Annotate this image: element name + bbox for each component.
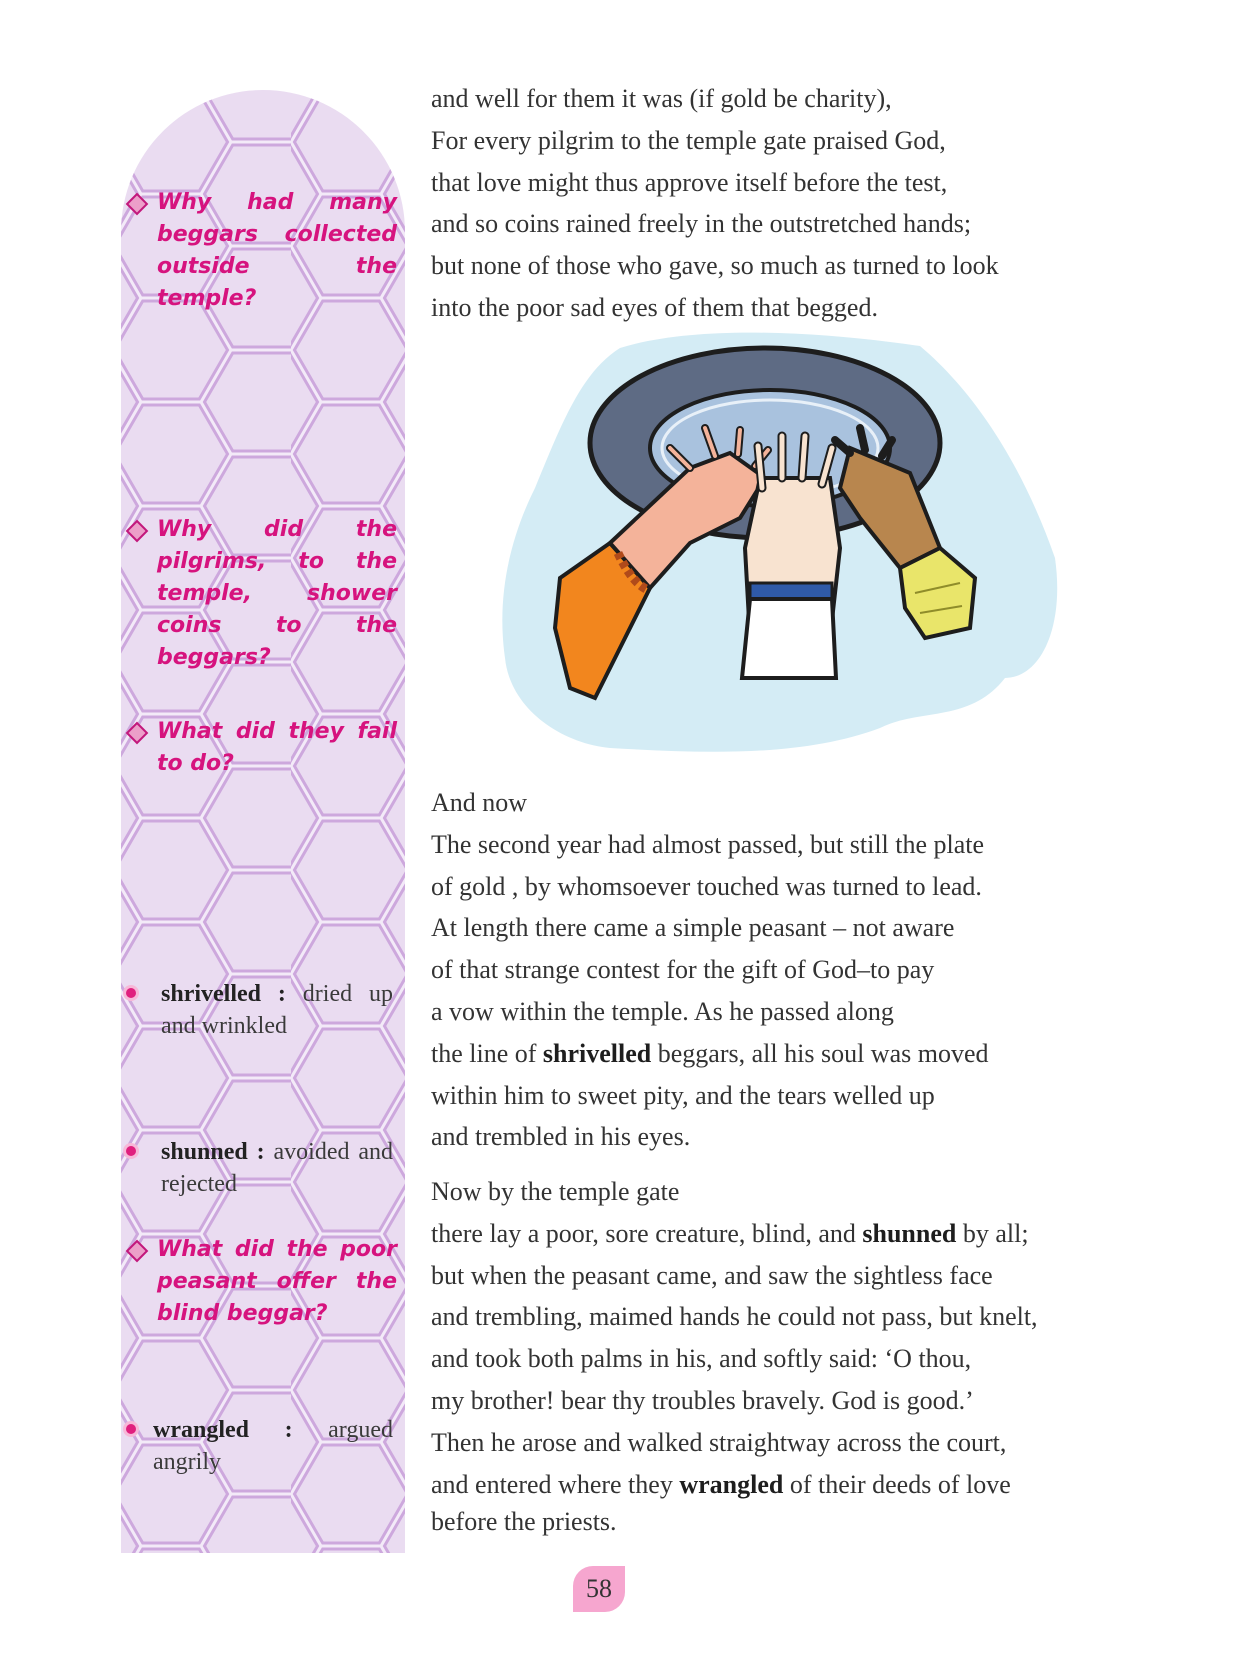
glossary-word: wrangled: [153, 1417, 249, 1443]
poem-line: a vow within the temple. As he passed along: [431, 996, 894, 1026]
glossed-word: shrivelled: [542, 1038, 652, 1068]
circle-bullet-icon: [126, 988, 136, 998]
margin-panel: [121, 90, 405, 1553]
glossary-word: shunned: [161, 1139, 248, 1165]
stanza-3: [431, 1171, 1131, 1539]
poem-line: Now by the temple gate: [431, 1177, 680, 1206]
poem-line: And now: [431, 788, 528, 817]
poem-line: of that strange contest for the gift of God–to pay: [431, 955, 935, 985]
diamond-bullet-icon: [126, 520, 149, 543]
poem-line: and took both palms in his, and softly said: ‘O thou,: [431, 1344, 972, 1374]
question-peasant-offer: What did the poor peasant offer the blind beggar?: [121, 1234, 405, 1330]
poem-line: before the priests.: [431, 1507, 617, 1537]
glossary-meaning: avoided and rejected: [161, 1139, 394, 1197]
question-fail-to-do: What did they fail to do?: [121, 716, 405, 780]
poem-line: At length there came a simple peasant – not aware: [431, 913, 955, 943]
poem-line: and trembled in his eyes.: [431, 1122, 691, 1152]
poem-line: of gold , by whomsoever touched was turned to lead.: [431, 871, 982, 901]
poem-line: my brother! bear thy troubles bravely. God is good.’: [431, 1385, 974, 1415]
glossary-shrivelled: shrivelled : dried up and wrinkled: [121, 978, 405, 1042]
diamond-bullet-icon: [126, 1240, 149, 1263]
glossary-meaning: argued angrily: [153, 1417, 393, 1475]
poem-line: within him to sweet pity, and the tears welled up: [431, 1080, 935, 1110]
stanza-1: [431, 78, 1131, 329]
circle-bullet-icon: [126, 1146, 136, 1156]
glossed-word: wrangled: [679, 1469, 784, 1499]
poem-line: and entered where they wrangled of their deeds of love: [431, 1469, 1011, 1499]
glossary-shunned: shunned : avoided and rejected: [121, 1136, 405, 1200]
poem-line: but when the peasant came, and saw the sightless face: [431, 1260, 993, 1290]
glossary-wrangled: wrangled : argued angrily: [121, 1414, 405, 1478]
page-number: 58: [573, 1566, 625, 1612]
poem-line: but none of those who gave, so much as turned to look: [431, 251, 999, 281]
blue-cuff: [750, 583, 832, 599]
poem-line: into the poor sad eyes of them that begged.: [431, 292, 878, 322]
hands-reaching-for-plate-illustration: [500, 328, 1060, 758]
diamond-bullet-icon: [126, 193, 149, 216]
poem-line: Then he arose and walked straightway across the court,: [431, 1427, 1007, 1457]
poem-line: that love might thus approve itself before the test,: [431, 167, 948, 197]
glossary-meaning: dried up and wrinkled: [161, 981, 394, 1039]
diamond-bullet-icon: [126, 722, 149, 745]
stanza-2: [431, 782, 1131, 1158]
poem-line: and so coins rained freely in the outstretched hands;: [431, 209, 972, 239]
glossed-word: shunned: [862, 1218, 957, 1248]
poem-line: The second year had almost passed, but still the plate: [431, 829, 985, 859]
question-why-shower-coins: Why did the pilgrims, to the temple, shower coins to the beggars?: [121, 514, 405, 674]
glossary-word: shrivelled: [161, 981, 261, 1007]
poem-line: For every pilgrim to the temple gate praised God,: [431, 125, 946, 155]
circle-bullet-icon: [126, 1424, 136, 1434]
poem-line: the line of shrivelled beggars, all his soul was moved: [431, 1038, 989, 1068]
white-sleeve: [742, 599, 836, 678]
poem-line: and trembling, maimed hands he could not pass, but knelt,: [431, 1302, 1038, 1332]
question-why-beggars: Why had many beggars collected outside the temple?: [121, 187, 405, 315]
poem-line: and well for them it was (if gold be charity),: [431, 84, 892, 113]
poem-line: there lay a poor, sore creature, blind, and shunned by all;: [431, 1218, 1029, 1248]
